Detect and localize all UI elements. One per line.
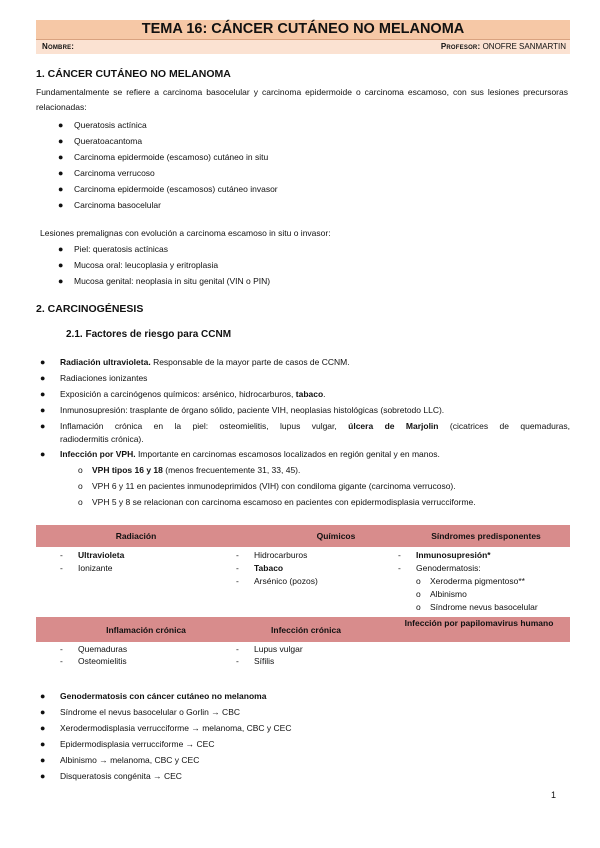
cell-arsenico: Arsénico (pozos) [254, 576, 318, 586]
page-number: 1 [550, 790, 556, 800]
cell-hidrocarburos: Hidrocarburos [254, 550, 308, 560]
precursor-item [58, 133, 538, 149]
chem-end: . [323, 389, 326, 399]
vph-bold: Infección por VPH. [60, 449, 136, 459]
premalignant-item [58, 257, 538, 273]
chem-text: Exposición a carcinógenos químicos: arsénico, hidrocarburos, [60, 389, 296, 399]
genodermatosis-item [40, 720, 560, 736]
genodermatosis-title: Genodermatosis con cáncer cutáneo no melanoma [60, 691, 267, 701]
circle-bullet-icon: o [416, 602, 421, 612]
table-header-inflamacion: Inflamación crónica [106, 625, 186, 635]
col-inflamacion: - Quemaduras - Osteomielitis [60, 644, 128, 666]
col-sindromes: - Inmunosupresión* - Genodermatosis: o Xeroderma pigmentoso** o Albinismo o Síndrome nevus basocelular [398, 550, 538, 612]
section-2-heading: 2. CARCINOGÉNESIS [36, 303, 144, 315]
bullet-icon: ● [58, 276, 64, 286]
premalignant-intro: Lesiones premalignas con evolución a carcinoma escamoso in situ o invasor: [40, 228, 331, 238]
genodermatosis-list [40, 688, 560, 784]
cell-tabaco: Tabaco [254, 563, 284, 573]
list-item [40, 370, 570, 386]
bullet-icon: ● [58, 244, 64, 254]
immuno-text: Inmunosupresión: trasplante de órgano sólido, paciente VIH, neoplasias histológicas (sobretodo LLC). [60, 405, 445, 415]
genodermatosis-item-text: Síndrome el nevus basocelular o Gorlin → CBC [60, 707, 240, 717]
bullet-icon: ● [40, 421, 46, 431]
bullet-icon: ● [40, 691, 46, 701]
table-header-row-1 [36, 525, 570, 547]
section-1-intro: Fundamentalmente se refiere a carcinoma basocelular y carcinoma epidermoide o carcinoma escamoso, con sus lesiones precursoras relacionadas: [36, 87, 568, 112]
cell-inmunosupresion: Inmunosupresión* [416, 550, 491, 560]
cell-ultravioleta: Ultravioleta [78, 550, 125, 560]
premalignant-item-text: Mucosa oral: leucoplasia y eritroplasia [74, 260, 219, 270]
uv-bold: Radiación ultravioleta. [60, 357, 151, 367]
cell-quemaduras: Quemaduras [78, 644, 128, 654]
circle-bullet-icon: o [78, 497, 83, 507]
table-header-radiacion: Radiación [115, 531, 157, 541]
cell-nevus: Síndrome nevus basocelular [430, 602, 538, 612]
bullet-icon: ● [58, 152, 64, 162]
cell-genodermatosis: Genodermatosis: [416, 563, 481, 573]
bullet-icon: ● [40, 389, 46, 399]
bullet-icon: ● [58, 260, 64, 270]
premalignant-item-text: Mucosa genital: neoplasia in situ genital (VIN o PIN) [74, 276, 271, 286]
circle-bullet-icon: o [78, 465, 83, 475]
genodermatosis-item [40, 768, 560, 784]
bullet-icon: ● [58, 200, 64, 210]
bullet-icon: ● [40, 755, 46, 765]
risk-factor-list [40, 354, 570, 510]
list-item [40, 354, 570, 370]
circle-bullet-icon: o [416, 589, 421, 599]
vph-sub1-text: (menos frecuentemente 31, 33, 45). [162, 465, 301, 475]
bullet-icon: ● [40, 405, 46, 415]
cell-sifilis: Sífilis [254, 656, 275, 666]
name-bar [36, 40, 570, 54]
precursor-item-text: Queratosis actínica [74, 120, 147, 130]
list-subitem [40, 478, 570, 494]
bullet-icon: ● [40, 771, 46, 781]
genodermatosis-item-text: Xerodermodisplasia verrucciforme → melanoma, CBC y CEC [60, 723, 292, 733]
section-1-heading: 1. CÁNCER CUTÁNEO NO MELANOMA [36, 68, 231, 80]
precursor-list [58, 117, 538, 213]
cell-osteomielitis: Osteomielitis [78, 656, 127, 666]
section-2-1-heading: 2.1. Factores de riesgo para CCNM [66, 329, 232, 340]
precursor-item-text: Carcinoma basocelular [74, 200, 161, 210]
bullet-icon: ● [40, 357, 46, 367]
precursor-item [58, 165, 538, 181]
table-header-row-2 [36, 617, 570, 642]
profesor-value: ONOFRE SANMARTIN [482, 42, 566, 51]
col-infeccion: - Lupus vulgar - Sífilis [236, 644, 303, 666]
nombre-label: Nombre: [42, 42, 75, 51]
precursor-item-text: Queratoacantoma [74, 136, 143, 146]
list-subitem [40, 462, 570, 478]
circle-bullet-icon: o [416, 576, 421, 586]
precursor-item [58, 197, 538, 213]
precursor-item [58, 117, 538, 133]
premalignant-item [58, 273, 538, 289]
vph-text: Importante en carcinomas escamosos localizados en región genital y en manos. [135, 449, 440, 459]
cell-ionizante: Ionizante [78, 563, 113, 573]
genodermatosis-item [40, 704, 560, 720]
table-header-quimicos: Químicos [316, 531, 356, 541]
precursor-item-text: Carcinoma epidermoide (escamosos) cutáneo invasor [74, 184, 278, 194]
profesor-label: Profesor: [440, 42, 481, 51]
circle-bullet-icon: o [78, 481, 83, 491]
list-item [40, 446, 570, 462]
bullet-icon: ● [40, 373, 46, 383]
cell-lupus: Lupus vulgar [254, 644, 303, 654]
inflam-end: (cicatrices de quemaduras, [438, 421, 570, 431]
list-item [40, 402, 570, 418]
bullet-icon: ● [40, 739, 46, 749]
genodermatosis-item-text: Albinismo → melanoma, CBC y CEC [60, 755, 200, 765]
uv-text: Responsable de la mayor parte de casos de CCNM. [150, 357, 350, 367]
vph-sub1-bold: VPH tipos 16 y 18 [92, 465, 163, 475]
col-radiacion: - Ultravioleta - Ionizante [60, 550, 125, 573]
list-item [40, 688, 560, 704]
premalignant-list [58, 241, 538, 289]
precursor-item-text: Carcinoma verrucoso [74, 168, 155, 178]
genodermatosis-item [40, 736, 560, 752]
cell-albinismo: Albinismo [430, 589, 467, 599]
genodermatosis-item [40, 752, 560, 768]
bullet-icon: ● [58, 136, 64, 146]
vph-sub2-text: VPH 6 y 11 en pacientes inmunodeprimidos (VIH) con condiloma gigante (carcinoma verrucoso). [92, 481, 456, 491]
inflam-bold: úlcera de Marjolin [348, 421, 439, 431]
page-title: TEMA 16: CÁNCER CUTÁNEO NO MELANOMA [36, 20, 570, 40]
precursor-item-text: Carcinoma epidermoide (escamoso) cutáneo in situ [74, 152, 269, 162]
premalignant-item [58, 241, 538, 257]
bullet-icon: ● [58, 184, 64, 194]
bullet-icon: ● [58, 120, 64, 130]
list-item [40, 418, 570, 446]
vph-sub3-text: VPH 5 y 8 se relacionan con carcinoma escamoso en pacientes con epidermodisplasia verrucciforme. [92, 497, 476, 507]
inflam-line2: radiodermitis crónica). [60, 434, 144, 444]
profesor-field [441, 40, 566, 54]
bullet-icon: ● [40, 723, 46, 733]
table-header-sindromes: Síndromes predisponentes [431, 531, 541, 541]
list-item [40, 386, 570, 402]
ionizing-text: Radiaciones ionizantes [60, 373, 148, 383]
table-header-infeccion: Infección crónica [271, 625, 341, 635]
premalignant-item-text: Piel: queratosis actínicas [74, 244, 169, 254]
genodermatosis-item-text: Epidermodisplasia verrucciforme → CEC [60, 739, 215, 749]
col-quimicos: - Hidrocarburos - Tabaco - Arsénico (pozos) [236, 550, 318, 586]
precursor-item [58, 181, 538, 197]
inflam-text: Inflamación crónica en la piel: osteomielitis, lupus vulgar, [60, 421, 349, 431]
table-header-papilomavirus: Infección por papilomavirus humano [404, 618, 554, 628]
bullet-icon: ● [40, 707, 46, 717]
chem-bold: tabaco [295, 389, 324, 399]
genodermatosis-item-text: Disqueratosis congénita → CEC [60, 771, 182, 781]
bullet-icon: ● [58, 168, 64, 178]
precursor-item [58, 149, 538, 165]
bullet-icon: ● [40, 449, 46, 459]
list-subitem [40, 494, 570, 510]
cell-xeroderma: Xeroderma pigmentoso** [430, 576, 525, 586]
